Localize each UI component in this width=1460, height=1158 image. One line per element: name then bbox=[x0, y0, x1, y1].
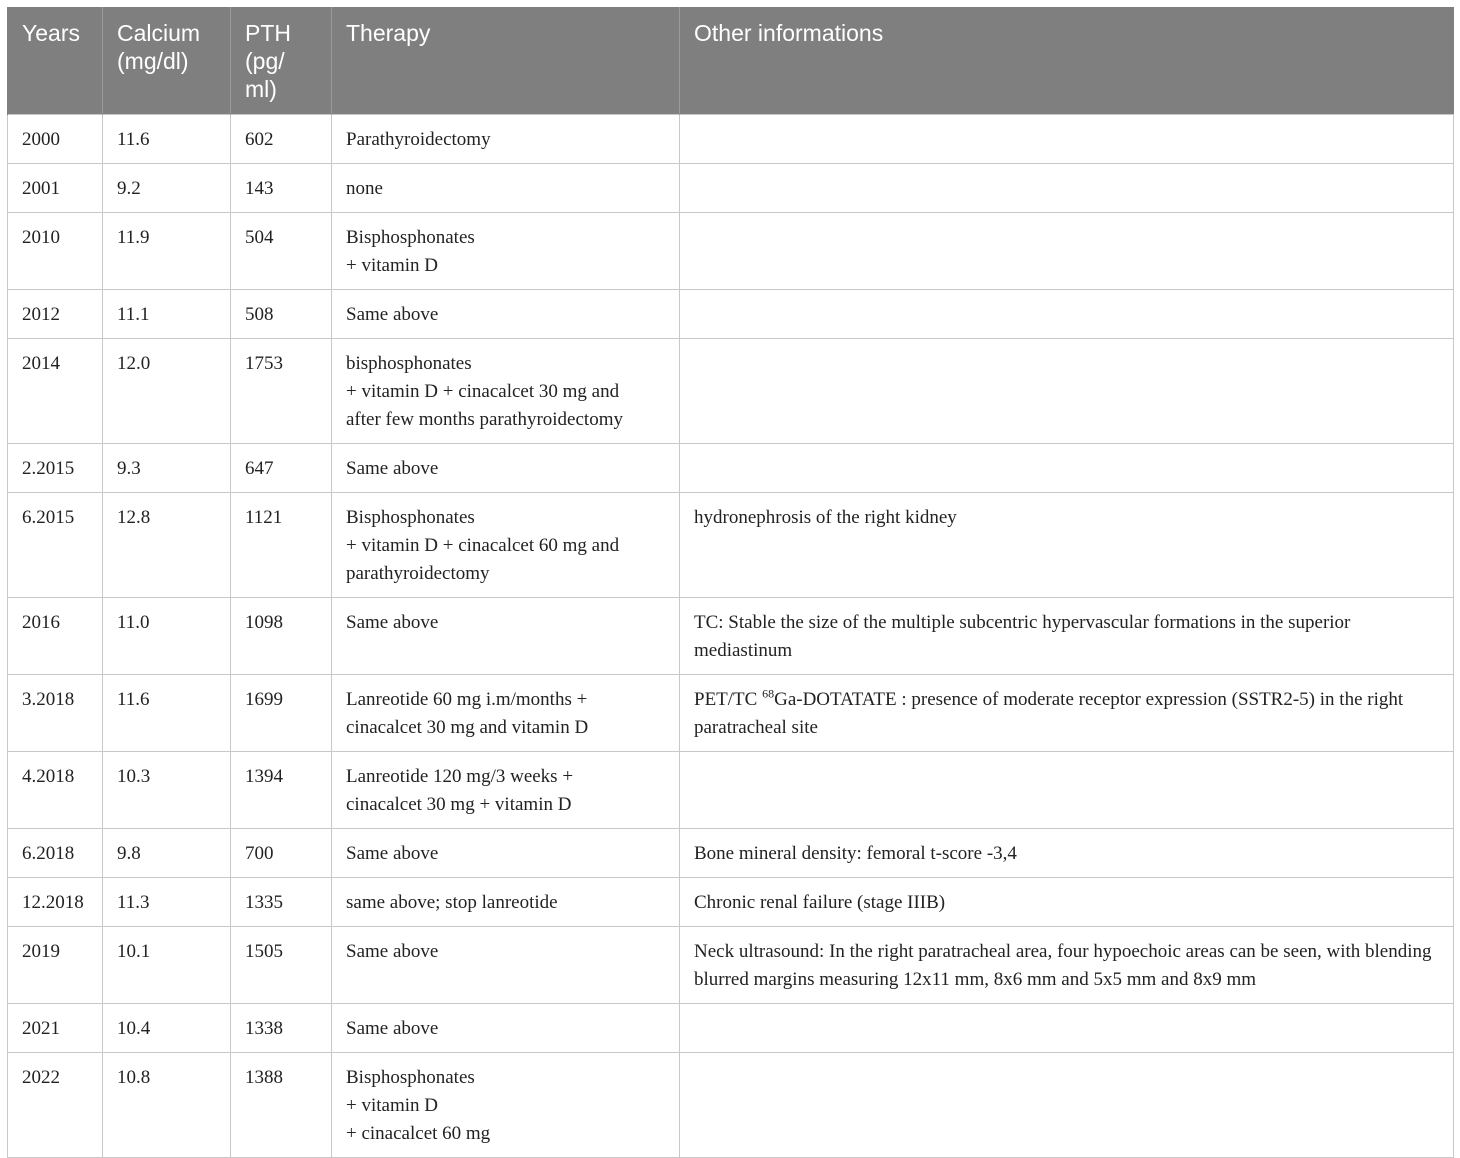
table-row bbox=[8, 675, 1454, 752]
other-prefix: PET/TC bbox=[694, 689, 763, 710]
cell-pth: 1394 bbox=[231, 752, 332, 829]
cell-other-informations bbox=[680, 752, 1454, 829]
cell-therapy bbox=[332, 339, 680, 444]
therapy-line: + vitamin D bbox=[346, 255, 438, 276]
cell-calcium: 9.2 bbox=[103, 164, 231, 213]
cell-pth: 602 bbox=[231, 115, 332, 164]
cell-pth: 647 bbox=[231, 444, 332, 493]
cell-calcium: 10.4 bbox=[103, 1004, 231, 1053]
therapy-line: Parathyroidectomy bbox=[346, 129, 491, 150]
therapy-line: + vitamin D + cinacalcet 60 mg and bbox=[346, 535, 620, 556]
cell-therapy bbox=[332, 829, 680, 878]
therapy-line: Same above bbox=[346, 612, 439, 633]
cell-year: 6.2018 bbox=[8, 829, 103, 878]
header-therapy: Therapy bbox=[332, 7, 680, 115]
other-text: Bone mineral density: femoral t-score -3,4 bbox=[694, 843, 1017, 864]
cell-other-informations bbox=[680, 927, 1454, 1004]
cell-other-informations bbox=[680, 164, 1454, 213]
cell-calcium: 11.1 bbox=[103, 290, 231, 339]
cell-calcium: 10.8 bbox=[103, 1053, 231, 1158]
table-row bbox=[8, 878, 1454, 927]
cell-other-informations bbox=[680, 878, 1454, 927]
cell-therapy bbox=[332, 115, 680, 164]
cell-pth: 143 bbox=[231, 164, 332, 213]
therapy-line: Lanreotide 60 mg i.m/months + bbox=[346, 689, 588, 710]
therapy-line: Lanreotide 120 mg/3 weeks + bbox=[346, 766, 574, 787]
header-other-informations: Other informations bbox=[680, 7, 1454, 115]
table-body bbox=[8, 115, 1454, 1158]
cell-pth: 1753 bbox=[231, 339, 332, 444]
cell-year: 12.2018 bbox=[8, 878, 103, 927]
cell-year: 4.2018 bbox=[8, 752, 103, 829]
therapy-line: none bbox=[346, 178, 383, 199]
header-calcium: Calcium (mg/dl) bbox=[103, 7, 231, 115]
table-row bbox=[8, 829, 1454, 878]
cell-other-informations bbox=[680, 444, 1454, 493]
cell-year: 2000 bbox=[8, 115, 103, 164]
header-years: Years bbox=[8, 7, 103, 115]
cell-calcium: 12.0 bbox=[103, 339, 231, 444]
cell-year: 2014 bbox=[8, 339, 103, 444]
cell-therapy bbox=[332, 675, 680, 752]
table-row bbox=[8, 115, 1454, 164]
therapy-line: + cinacalcet 60 mg bbox=[346, 1123, 491, 1144]
table-row bbox=[8, 164, 1454, 213]
cell-year: 2.2015 bbox=[8, 444, 103, 493]
table-row bbox=[8, 339, 1454, 444]
cell-therapy bbox=[332, 164, 680, 213]
cell-calcium: 11.0 bbox=[103, 598, 231, 675]
cell-therapy bbox=[332, 1053, 680, 1158]
cell-year: 2010 bbox=[8, 213, 103, 290]
cell-year: 2021 bbox=[8, 1004, 103, 1053]
cell-calcium: 11.3 bbox=[103, 878, 231, 927]
cell-therapy bbox=[332, 493, 680, 598]
data-table-container bbox=[7, 7, 1453, 1158]
cell-calcium: 11.6 bbox=[103, 115, 231, 164]
other-text: hydronephrosis of the right kidney bbox=[694, 507, 957, 528]
therapy-line: Same above bbox=[346, 458, 439, 479]
therapy-line: + vitamin D bbox=[346, 1095, 438, 1116]
cell-calcium: 12.8 bbox=[103, 493, 231, 598]
table-row bbox=[8, 927, 1454, 1004]
cell-calcium: 9.8 bbox=[103, 829, 231, 878]
cell-year: 2016 bbox=[8, 598, 103, 675]
data-table bbox=[7, 7, 1454, 1158]
therapy-line: Bisphosphonates bbox=[346, 1067, 475, 1088]
cell-year: 2022 bbox=[8, 1053, 103, 1158]
cell-other-informations bbox=[680, 1004, 1454, 1053]
header-row bbox=[8, 7, 1454, 115]
cell-pth: 1699 bbox=[231, 675, 332, 752]
cell-therapy bbox=[332, 444, 680, 493]
therapy-line: + vitamin D + cinacalcet 30 mg and bbox=[346, 381, 620, 402]
cell-therapy bbox=[332, 927, 680, 1004]
therapy-line: cinacalcet 30 mg + vitamin D bbox=[346, 794, 572, 815]
cell-calcium: 11.9 bbox=[103, 213, 231, 290]
cell-year: 2001 bbox=[8, 164, 103, 213]
therapy-line: cinacalcet 30 mg and vitamin D bbox=[346, 717, 589, 738]
cell-pth: 1388 bbox=[231, 1053, 332, 1158]
table-row bbox=[8, 1004, 1454, 1053]
isotope-superscript: 68 bbox=[762, 686, 775, 701]
cell-therapy bbox=[332, 290, 680, 339]
cell-therapy bbox=[332, 1004, 680, 1053]
therapy-line: Same above bbox=[346, 304, 439, 325]
cell-calcium: 9.3 bbox=[103, 444, 231, 493]
cell-therapy bbox=[332, 752, 680, 829]
therapy-line: Bisphosphonates bbox=[346, 507, 475, 528]
cell-pth: 1335 bbox=[231, 878, 332, 927]
cell-year: 6.2015 bbox=[8, 493, 103, 598]
other-text: Chronic renal failure (stage IIIB) bbox=[694, 892, 946, 913]
cell-pth: 700 bbox=[231, 829, 332, 878]
cell-pth: 1098 bbox=[231, 598, 332, 675]
other-text: TC: Stable the size of the multiple subcentric hypervascular formations in the superior mediastinum bbox=[694, 612, 1351, 661]
cell-pth: 1338 bbox=[231, 1004, 332, 1053]
other-text: Ga-DOTATATE : presence of moderate receptor expression (SSTR2-5) in the right paratracheal site bbox=[694, 689, 1404, 738]
therapy-line: after few months parathyroidectomy bbox=[346, 409, 623, 430]
therapy-line: Bisphosphonates bbox=[346, 227, 475, 248]
therapy-line: Same above bbox=[346, 1018, 439, 1039]
cell-other-informations bbox=[680, 115, 1454, 164]
cell-other-informations bbox=[680, 829, 1454, 878]
other-text: Neck ultrasound: In the right paratracheal area, four hypoechoic areas can be seen, with blending blurred margins measuring 12x11 mm, 8x6 mm and 5x5 mm and 8x9 mm bbox=[694, 941, 1432, 990]
table-row bbox=[8, 290, 1454, 339]
table-row bbox=[8, 493, 1454, 598]
therapy-line: Same above bbox=[346, 941, 439, 962]
therapy-line: same above; stop lanreotide bbox=[346, 892, 558, 913]
cell-year: 3.2018 bbox=[8, 675, 103, 752]
therapy-line: bisphosphonates bbox=[346, 353, 472, 374]
cell-other-informations bbox=[680, 598, 1454, 675]
cell-year: 2012 bbox=[8, 290, 103, 339]
cell-other-informations bbox=[680, 339, 1454, 444]
cell-year: 2019 bbox=[8, 927, 103, 1004]
cell-pth: 504 bbox=[231, 213, 332, 290]
cell-pth: 1121 bbox=[231, 493, 332, 598]
header-pth: PTH (pg/ ml) bbox=[231, 7, 332, 115]
cell-other-informations bbox=[680, 1053, 1454, 1158]
table-row bbox=[8, 1053, 1454, 1158]
cell-pth: 508 bbox=[231, 290, 332, 339]
cell-therapy bbox=[332, 598, 680, 675]
cell-other-informations bbox=[680, 213, 1454, 290]
table-row bbox=[8, 213, 1454, 290]
table-row bbox=[8, 752, 1454, 829]
cell-therapy bbox=[332, 213, 680, 290]
cell-other-informations bbox=[680, 290, 1454, 339]
cell-therapy bbox=[332, 878, 680, 927]
cell-pth: 1505 bbox=[231, 927, 332, 1004]
cell-other-informations bbox=[680, 493, 1454, 598]
therapy-line: Same above bbox=[346, 843, 439, 864]
table-row bbox=[8, 444, 1454, 493]
cell-calcium: 10.1 bbox=[103, 927, 231, 1004]
cell-other-informations bbox=[680, 675, 1454, 752]
cell-calcium: 11.6 bbox=[103, 675, 231, 752]
table-row bbox=[8, 598, 1454, 675]
therapy-line: parathyroidectomy bbox=[346, 563, 490, 584]
cell-calcium: 10.3 bbox=[103, 752, 231, 829]
